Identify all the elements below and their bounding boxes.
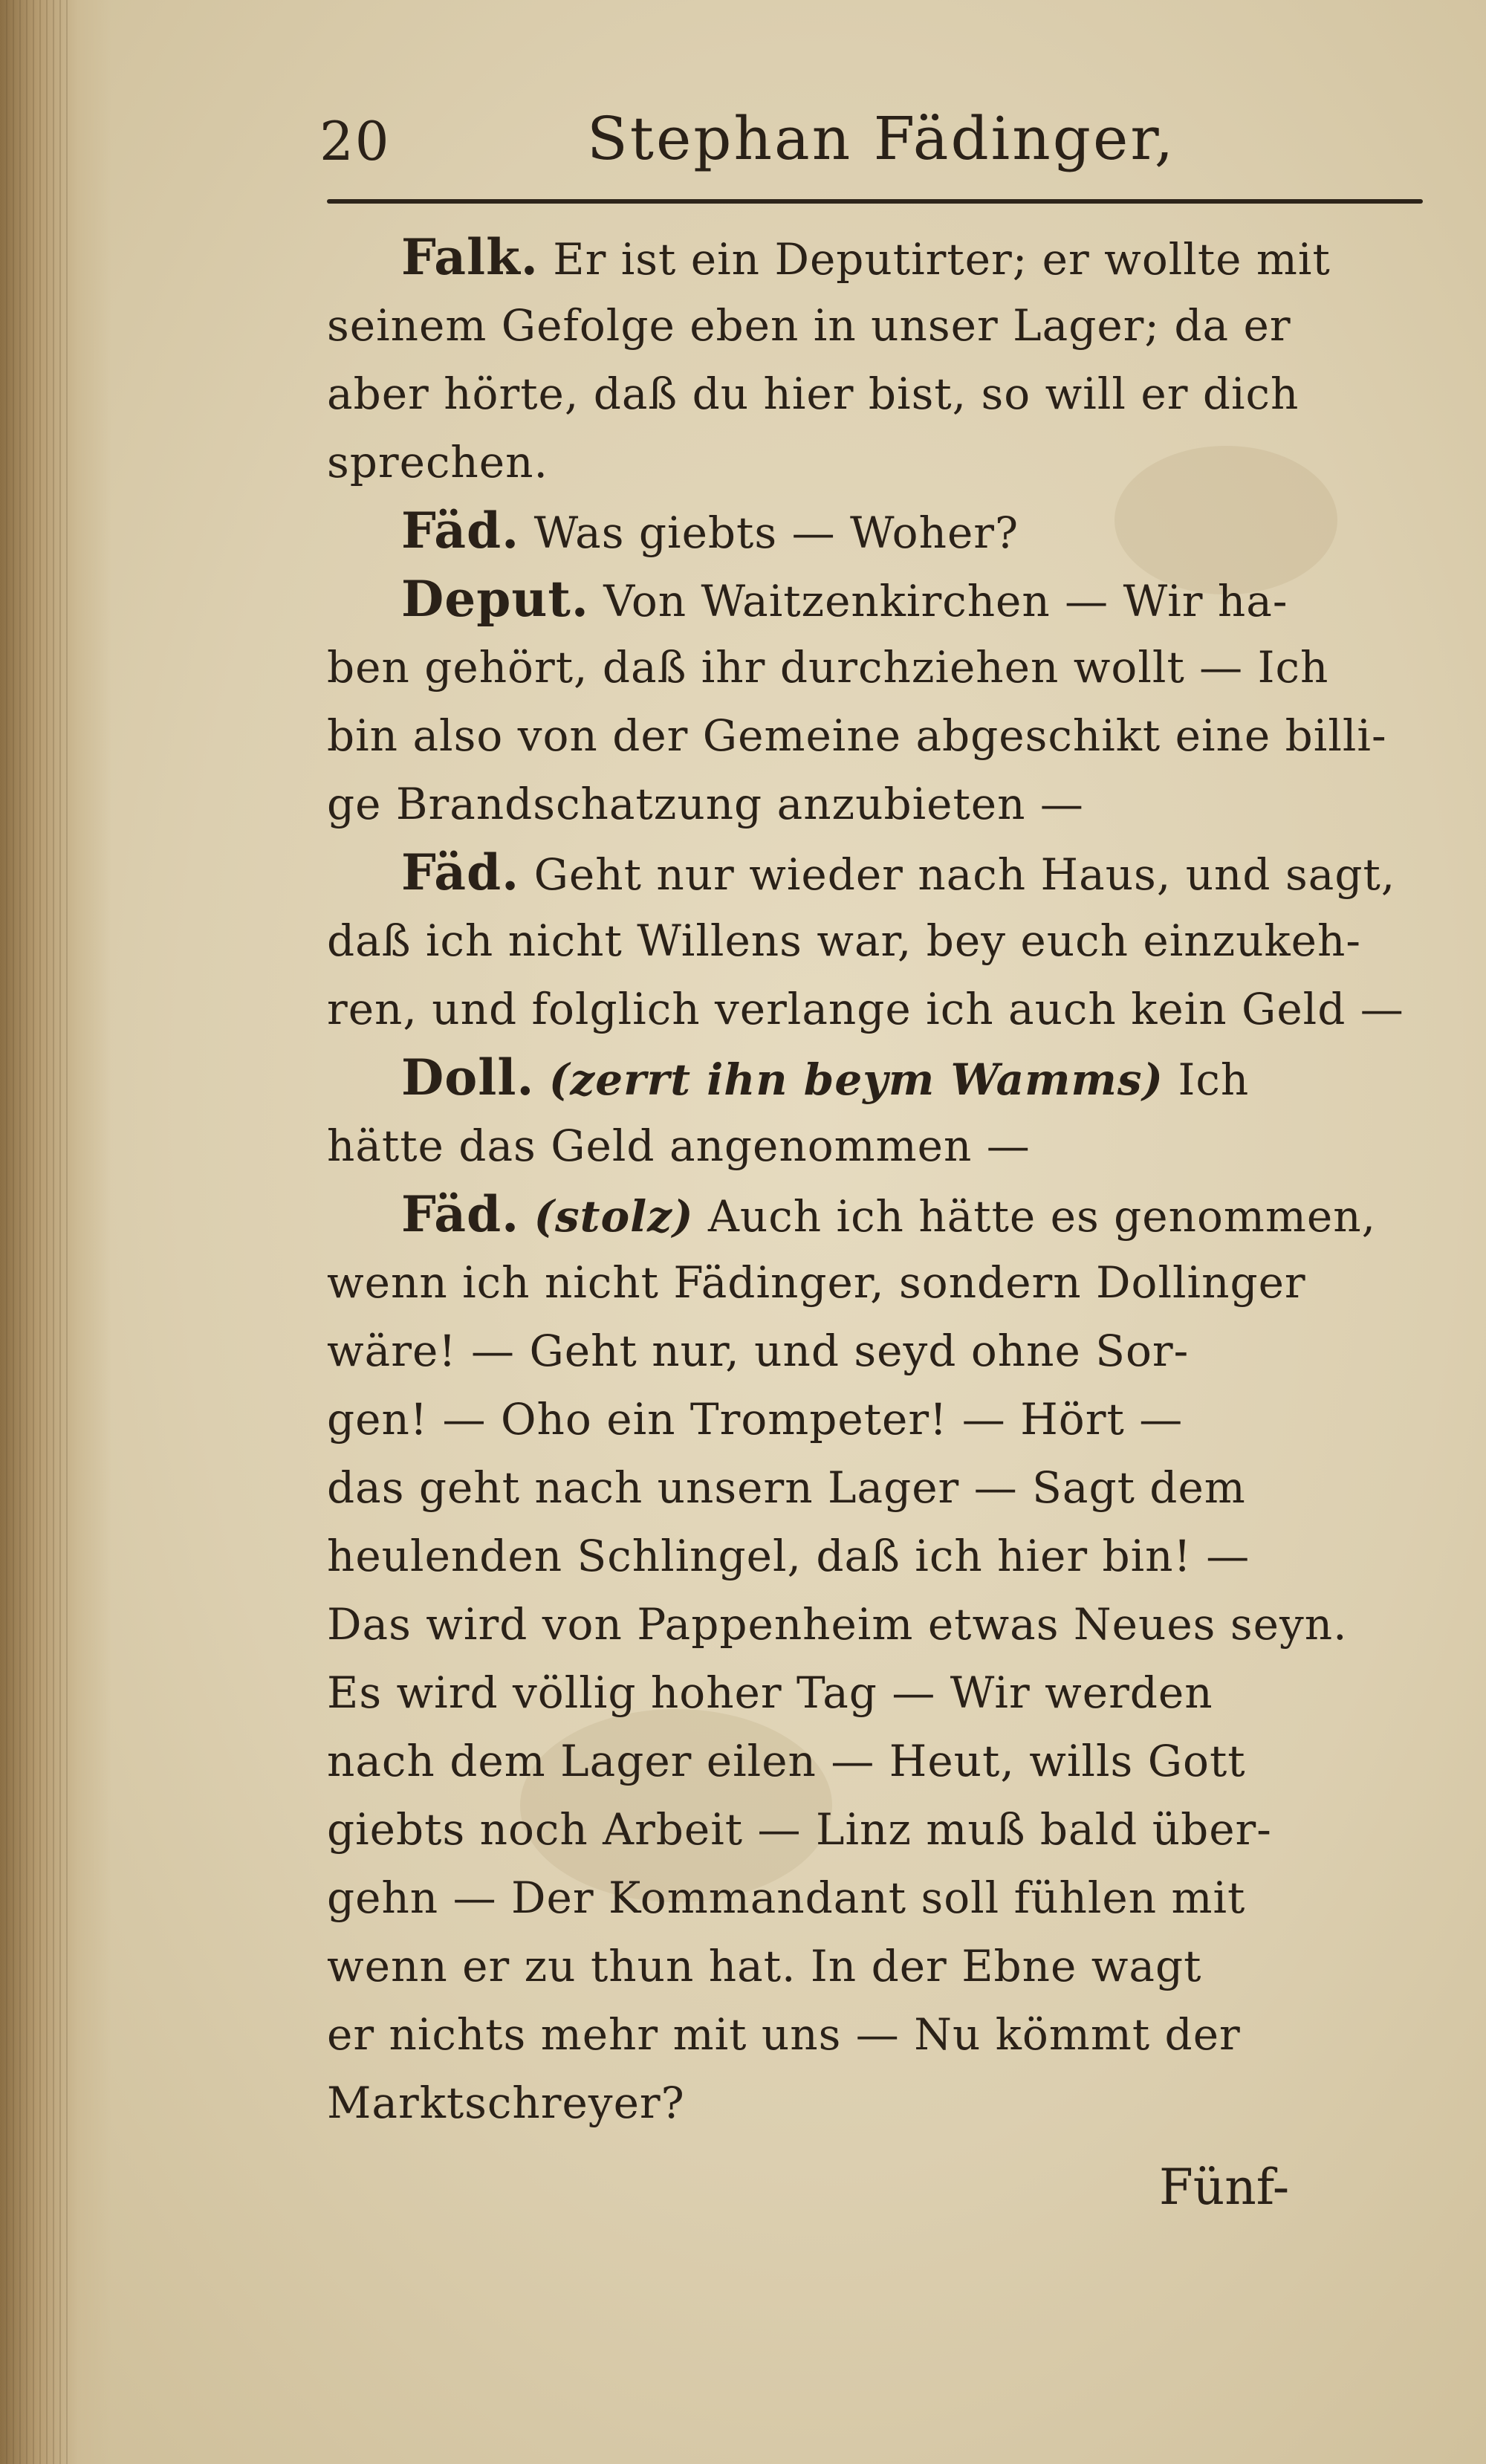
text-line	[327, 1522, 1427, 1590]
text-line	[327, 975, 1427, 1043]
text-line	[327, 2000, 1427, 2069]
speaker-label: Fäd.	[401, 502, 520, 560]
text-line	[327, 1659, 1427, 1727]
text-line	[327, 1112, 1427, 1180]
stage-direction: (stolz)	[533, 1191, 694, 1242]
text-line	[327, 2069, 1427, 2137]
line-text: Auch ich hätte es genommen,	[708, 1191, 1377, 1242]
line-text: Das wird von Pappenheim etwas Neues seyn.	[327, 1599, 1348, 1650]
line-text: ben gehört, daß ihr durchziehen wollt — Ich	[327, 642, 1329, 693]
line-text: wäre! — Geht nur, und seyd ohne Sor-	[327, 1326, 1190, 1376]
catchword: Fünf-	[1159, 2159, 1290, 2216]
running-head: Stephan Fädinger,	[587, 104, 1176, 173]
line-text: Geht nur wieder nach Haus, und sagt,	[533, 849, 1396, 900]
speaker-label: Doll.	[401, 1048, 535, 1106]
line-text: gen! — Oho ein Trompeter! — Hört —	[327, 1394, 1184, 1445]
text-line	[327, 223, 1427, 291]
speaker-label: Fäd.	[401, 1185, 520, 1243]
page-gutter	[0, 0, 111, 2464]
line-text: giebts noch Arbeit — Linz muß bald über-	[327, 1804, 1272, 1855]
text-line	[327, 1864, 1427, 1932]
line-text: wenn ich nicht Fädinger, sondern Dollinger	[327, 1257, 1306, 1308]
text-line	[327, 633, 1427, 701]
page-header	[319, 104, 1419, 186]
line-text: Von Waitzenkirchen — Wir ha-	[603, 576, 1288, 626]
text-line	[327, 1727, 1427, 1795]
page-number: 20	[319, 110, 391, 172]
speaker-label: Deput.	[401, 570, 589, 628]
line-text: Ich	[1178, 1054, 1250, 1105]
text-line	[327, 1932, 1427, 2000]
body-text	[327, 223, 1427, 2137]
text-line	[327, 1248, 1427, 1317]
text-line	[327, 1453, 1427, 1522]
text-line	[327, 1317, 1427, 1385]
text-line	[327, 770, 1427, 838]
text-line	[327, 1590, 1427, 1659]
line-text: ge Brandschatzung anzubieten —	[327, 779, 1084, 829]
line-text: Was giebts — Woher?	[533, 508, 1019, 558]
text-line	[327, 291, 1427, 360]
text-line	[327, 907, 1427, 975]
text-line	[327, 565, 1427, 633]
text-line	[327, 838, 1427, 907]
line-text: Marktschreyer?	[327, 2078, 685, 2128]
line-text: daß ich nicht Willens war, bey euch einzukeh-	[327, 915, 1361, 966]
line-text: aber hörte, daß du hier bist, so will er dich	[327, 369, 1300, 419]
stage-direction: (zerrt ihn beym Wamms)	[548, 1054, 1164, 1105]
text-line	[327, 428, 1427, 496]
line-text: heulenden Schlingel, daß ich hier bin! —	[327, 1531, 1250, 1581]
line-text: sprechen.	[327, 437, 548, 487]
line-text: nach dem Lager eilen — Heut, wills Gott	[327, 1736, 1246, 1786]
line-text: er nichts mehr mit uns — Nu kömmt der	[327, 2009, 1241, 2060]
line-text: seinem Gefolge eben in unser Lager; da er	[327, 300, 1291, 351]
gutter-texture	[6, 0, 73, 2464]
speaker-label: Falk.	[401, 228, 539, 286]
line-text: hätte das Geld angenommen —	[327, 1121, 1031, 1171]
line-text: das geht nach unsern Lager — Sagt dem	[327, 1462, 1246, 1513]
text-line	[327, 1385, 1427, 1453]
text-line	[327, 496, 1427, 565]
text-line	[327, 1043, 1427, 1112]
line-text: wenn er zu thun hat. In der Ebne wagt	[327, 1941, 1202, 1991]
text-line	[327, 1795, 1427, 1864]
header-rule	[327, 199, 1423, 204]
line-text: Er ist ein Deputirter; er wollte mit	[553, 234, 1331, 285]
text-line	[327, 360, 1427, 428]
text-line	[327, 1180, 1427, 1248]
line-text: bin also von der Gemeine abgeschikt eine billi-	[327, 710, 1387, 761]
text-line	[327, 701, 1427, 770]
line-text: ren, und folglich verlange ich auch kein Geld —	[327, 984, 1404, 1034]
line-text: Es wird völlig hoher Tag — Wir werden	[327, 1667, 1213, 1718]
line-text: gehn — Der Kommandant soll fühlen mit	[327, 1873, 1246, 1923]
speaker-label: Fäd.	[401, 843, 520, 901]
